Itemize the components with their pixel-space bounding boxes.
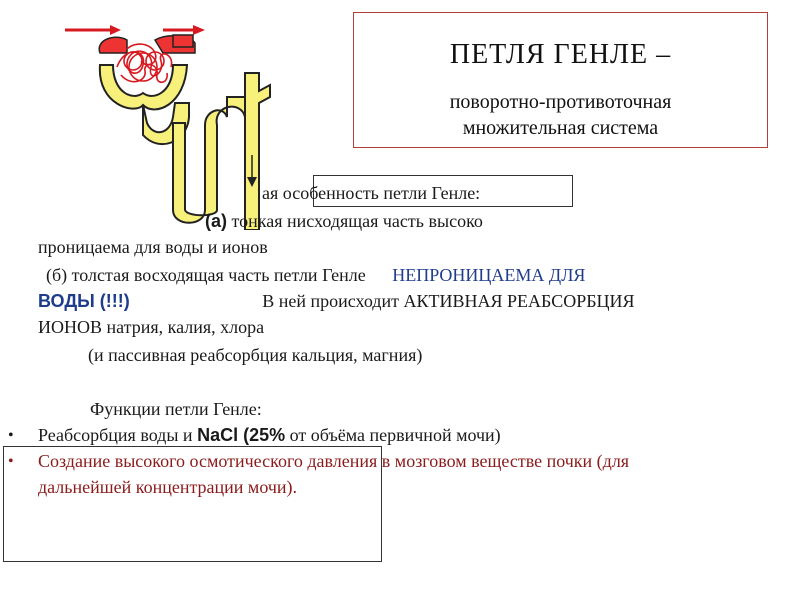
bullet-icon: •: [8, 453, 14, 470]
subtitle-line-2: множительная система: [462, 117, 659, 139]
bowman-capsule: [100, 65, 187, 109]
functions-heading: Функции петли Генле:: [90, 399, 262, 419]
bullet-1-prefix: Реабсорбция воды и: [38, 425, 198, 445]
water-label: ВОДЫ (!!!): [38, 291, 130, 311]
arrow-icon: [193, 25, 205, 35]
para-line-2: [205, 210, 483, 232]
para-line-3: проницаема для воды и ионов: [38, 237, 268, 257]
bullet-icon: •: [8, 427, 14, 444]
bullet-2-line-1: Создание высокого осмотического давления в мозговом веществе почки (для: [38, 451, 630, 471]
para-line-5: [38, 290, 635, 312]
page-subtitle: [354, 89, 767, 141]
para-line-1: ая особенность петли Генле:: [262, 183, 481, 203]
subtitle-line-1: поворотно-противоточная: [449, 91, 672, 113]
impermeable-label: НЕПРОНИЦАЕМА ДЛЯ: [392, 265, 586, 285]
vessel-arrows: [65, 25, 205, 53]
bullet-1-bold: NaCl (25%: [197, 425, 286, 445]
arrow-icon: [110, 25, 121, 35]
para-line-6: ИОНОВ натрия, калия, хлора: [38, 317, 265, 337]
para-line-4-text: (б) толстая восходящая часть петли Генле: [46, 265, 366, 285]
page-title: ПЕТЛЯ ГЕНЛЕ –: [449, 39, 672, 70]
active-reabsorption: В ней происходит АКТИВНАЯ РЕАБСОРБЦИЯ: [262, 291, 635, 311]
para-line-2-text: тонкая нисходящая часть высоко: [231, 211, 483, 231]
bullet-1-suffix: от объёма первичной мочи): [285, 425, 501, 445]
nephron-diagram: [55, 5, 295, 230]
title-box: [353, 12, 768, 148]
bullet-2-line-2: дальнейшей концентрации мочи).: [38, 477, 298, 497]
bullet-1: [38, 424, 501, 446]
para-line-7: (и пассивная реабсорбция кальция, магния): [88, 345, 423, 365]
collecting-duct: [245, 73, 270, 230]
para-line-4: [46, 264, 585, 286]
label-a: (а): [205, 211, 227, 231]
